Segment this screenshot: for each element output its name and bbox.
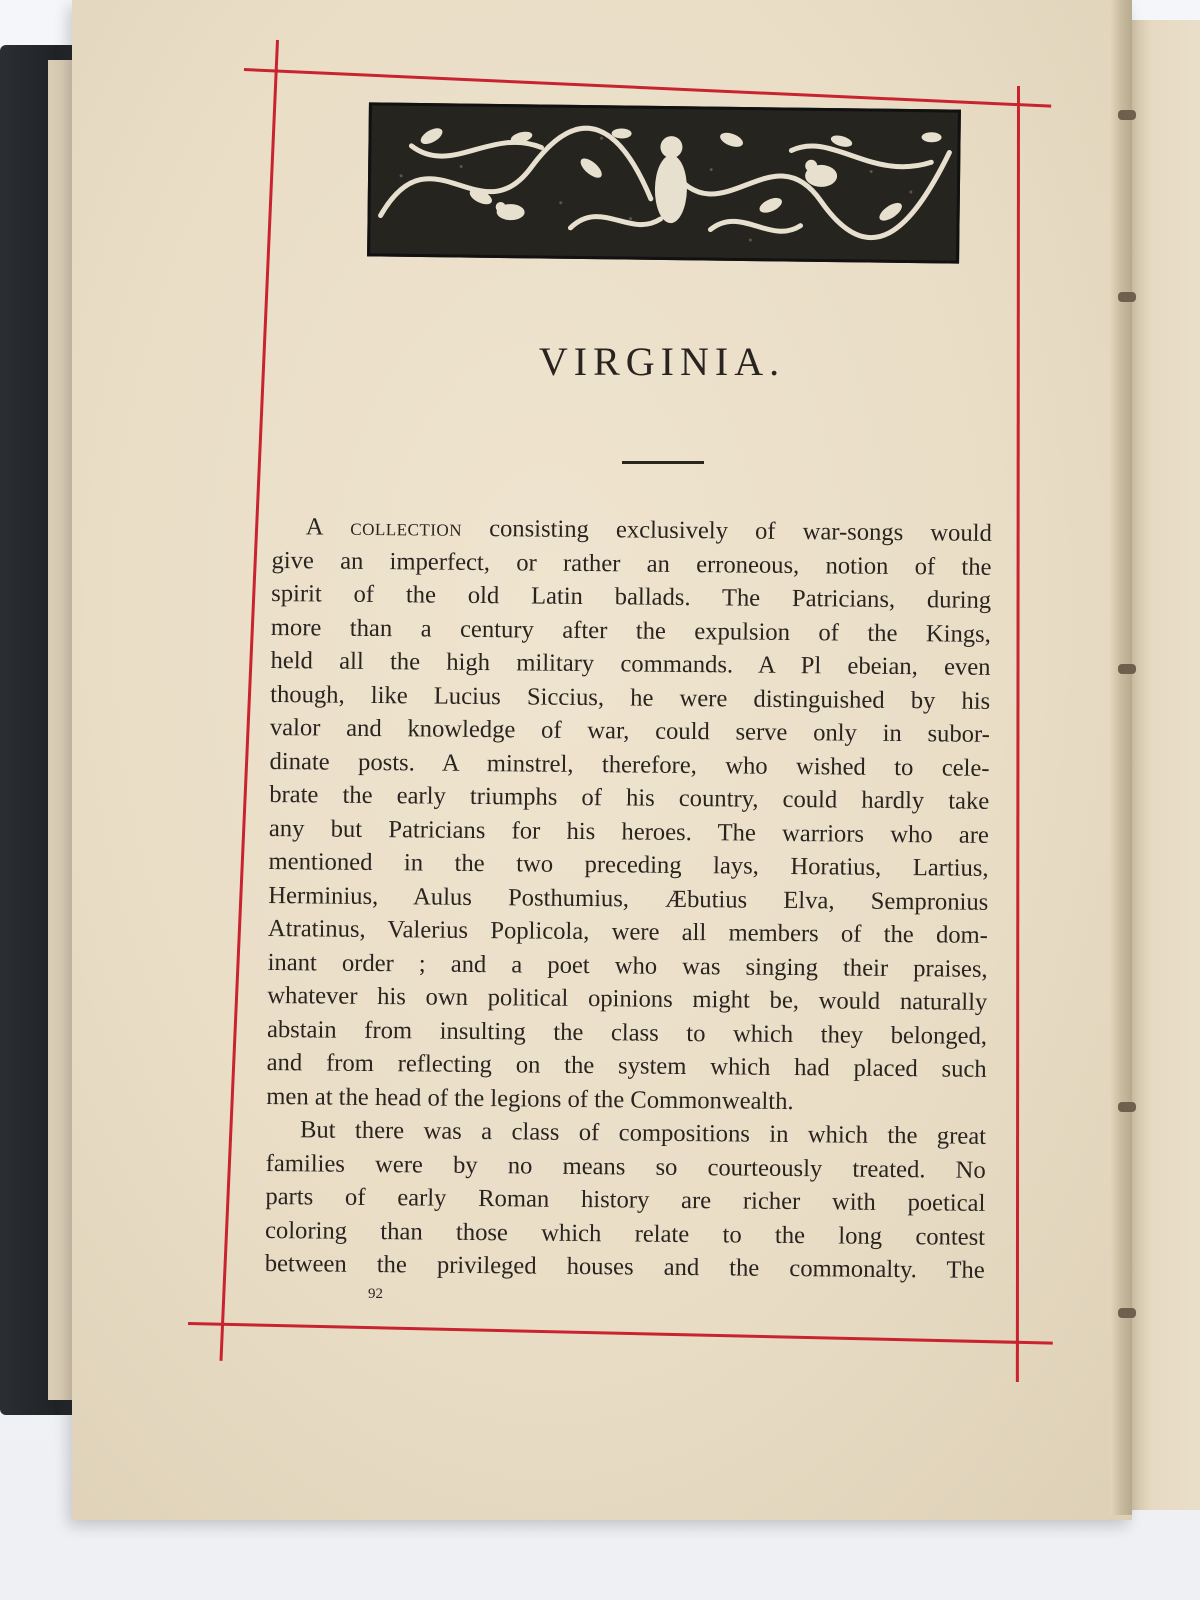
text-line: dinate posts. A minstrel, therefore, who wished to cele- [269, 747, 990, 782]
text-line: valor and knowledge of war, could serve only in subor- [269, 713, 991, 748]
binding-stitch [1118, 110, 1136, 120]
text-line: any but Patricians for his heroes. The warriors who are [268, 814, 990, 849]
text-line: mentioned in the two preceding lays, Horatius, Lartius, [268, 847, 989, 882]
text-line: and from reflecting on the system which had placed such [266, 1048, 987, 1083]
text-line: Atratinus, Valerius Poplicola, were all members of the dom- [267, 914, 989, 949]
body-text [265, 510, 992, 1287]
text-line: families were by no means so courteously treated. No [265, 1149, 986, 1184]
text-line: whatever his own political opinions might be, would naturally [267, 981, 988, 1016]
text-line: held all the high military commands. A Pl ebeian, even [270, 646, 991, 681]
text-line: parts of early Roman history are richer with poetical [265, 1182, 986, 1217]
text-line: between the privileged houses and the commonalty. The [264, 1249, 985, 1284]
binding-stitch [1118, 292, 1136, 302]
binding-stitch [1118, 664, 1136, 674]
text-line: though, like Lucius Siccius, he were distinguished by his [270, 680, 991, 715]
page-number: 92 [368, 1286, 383, 1302]
text-line: brate the early triumphs of his country, could hardly take [269, 780, 990, 815]
text-line: inant order ; and a poet who was singing their praises, [267, 948, 988, 983]
text-fragment: consisting exclusively of war-songs would [461, 514, 992, 547]
text-line: abstain from insulting the class to which they belonged, [266, 1015, 988, 1050]
text-line: more than a century after the expulsion of the Kings, [270, 613, 991, 648]
title-divider [622, 461, 704, 464]
foliage-ornament-icon [370, 105, 958, 260]
binding-stitch [1118, 1102, 1136, 1112]
text-line: coloring than those which relate to the long contest [264, 1216, 986, 1251]
ornamental-headpiece [367, 102, 961, 263]
text-line: men at the head of the legions of the Commonwealth. [266, 1082, 794, 1115]
binding-stitch [1118, 1308, 1136, 1318]
text-line: spirit of the old Latin ballads. The Patricians, during [271, 579, 992, 614]
text-line: Herminius, Aulus Posthumius, Æbutius Elva, Sempronius [268, 881, 989, 916]
chapter-title: VIRGINIA. [538, 339, 786, 384]
lead-small-caps: A collection [305, 513, 463, 542]
text-line: give an imperfect, or rather an erroneous, notion of the [271, 546, 992, 581]
text-line: But there was a class of compositions in which the great [299, 1116, 987, 1150]
facing-page-edge [1128, 20, 1200, 1510]
page-gutter [1110, 0, 1132, 1515]
